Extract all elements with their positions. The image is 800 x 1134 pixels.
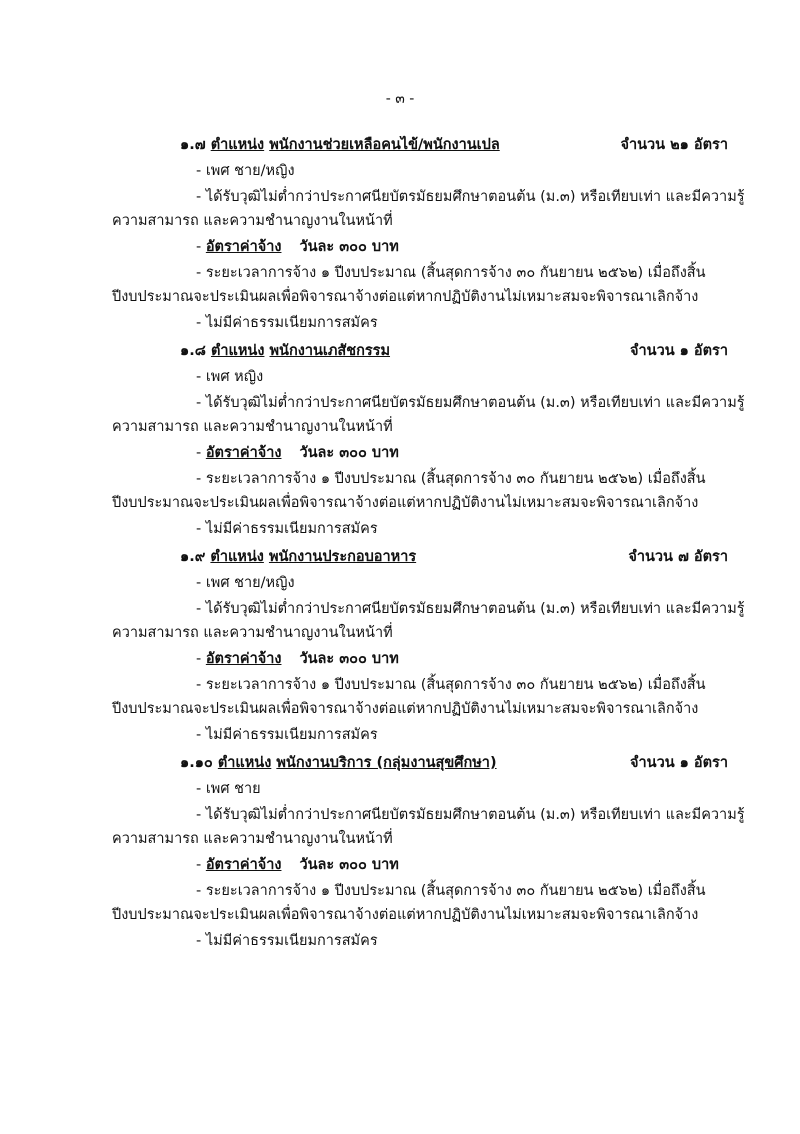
- section-heading: [180, 341, 390, 361]
- position-label: ตำแหน่ง: [217, 755, 272, 771]
- position-count: จำนวน ๗ อัตรา: [628, 549, 728, 565]
- wage-rate: [196, 237, 399, 257]
- page-number: - ๓ -: [385, 91, 415, 107]
- employment-period-line-1: - ระยะเวลาการจ้าง ๑ ปีงบประมาณ (สิ้นสุดการจ้าง ๓๐ กันยายน ๒๕๖๒) เมื่อถึงสิ้น: [196, 883, 706, 899]
- position-count: จำนวน ๑ อัตรา: [630, 343, 728, 359]
- qualification-line-1: - ได้รับวุฒิไม่ต่ำกว่าประกาศนียบัตรมัธยมศึกษาตอนต้น (ม.๓) หรือเทียบเท่า และมีความรู้: [196, 395, 745, 411]
- position-title: พนักงานช่วยเหลือคนไข้/พนักงานเปล: [269, 137, 500, 153]
- employment-period-line-2: ปีงบประมาณจะประเมินผลเพื่อพิจารณาจ้างต่อแต่หากปฏิบัติงานไม่เหมาะสมจะพิจารณาเลิกจ้าง: [112, 907, 699, 923]
- bullet-dash: -: [196, 445, 206, 461]
- wage-rate-label: อัตราค่าจ้าง: [205, 651, 282, 667]
- wage-rate-label: อัตราค่าจ้าง: [205, 857, 282, 873]
- section-number: ๑.๘: [180, 343, 206, 359]
- section-number: ๑.๗: [180, 137, 206, 153]
- employment-period-line-1: - ระยะเวลาการจ้าง ๑ ปีงบประมาณ (สิ้นสุดการจ้าง ๓๐ กันยายน ๒๕๖๒) เมื่อถึงสิ้น: [196, 265, 706, 281]
- qualification-line-1: - ได้รับวุฒิไม่ต่ำกว่าประกาศนียบัตรมัธยมศึกษาตอนต้น (ม.๓) หรือเทียบเท่า และมีความรู้: [196, 807, 745, 823]
- section-number: ๑.๑๐: [180, 755, 213, 771]
- qualification-line-1: - ได้รับวุฒิไม่ต่ำกว่าประกาศนียบัตรมัธยมศึกษาตอนต้น (ม.๓) หรือเทียบเท่า และมีความรู้: [196, 601, 745, 617]
- bullet-dash: -: [196, 857, 206, 873]
- position-label: ตำแหน่ง: [210, 137, 265, 153]
- application-fee: - ไม่มีค่าธรรมเนียมการสมัคร: [196, 933, 378, 949]
- position-count: จำนวน ๒๑ อัตรา: [620, 137, 728, 153]
- employment-period-line-1: - ระยะเวลาการจ้าง ๑ ปีงบประมาณ (สิ้นสุดการจ้าง ๓๐ กันยายน ๒๕๖๒) เมื่อถึงสิ้น: [196, 677, 706, 693]
- wage-rate: [196, 443, 399, 463]
- employment-period-line-2: ปีงบประมาณจะประเมินผลเพื่อพิจารณาจ้างต่อแต่หากปฏิบัติงานไม่เหมาะสมจะพิจารณาเลิกจ้าง: [112, 701, 699, 717]
- employment-period-line-1: - ระยะเวลาการจ้าง ๑ ปีงบประมาณ (สิ้นสุดการจ้าง ๓๐ กันยายน ๒๕๖๒) เมื่อถึงสิ้น: [196, 471, 706, 487]
- application-fee: - ไม่มีค่าธรรมเนียมการสมัคร: [196, 315, 378, 331]
- wage-rate-value: วันละ ๓๐๐ บาท: [299, 651, 399, 667]
- gender-requirement: - เพศ ชาย/หญิง: [196, 163, 295, 179]
- position-title: พนักงานประกอบอาหาร: [268, 549, 417, 565]
- qualification-line-1: - ได้รับวุฒิไม่ต่ำกว่าประกาศนียบัตรมัธยมศึกษาตอนต้น (ม.๓) หรือเทียบเท่า และมีความรู้: [196, 189, 745, 205]
- gender-requirement: - เพศ หญิง: [196, 369, 264, 385]
- wage-rate-label: อัตราค่าจ้าง: [205, 445, 282, 461]
- wage-rate-label: อัตราค่าจ้าง: [205, 239, 282, 255]
- section-heading: [180, 135, 500, 155]
- wage-rate-value: วันละ ๓๐๐ บาท: [299, 445, 399, 461]
- section-heading: [180, 547, 416, 567]
- application-fee: - ไม่มีค่าธรรมเนียมการสมัคร: [196, 727, 378, 743]
- qualification-line-2: ความสามารถ และความชำนาญงานในหน้าที่: [112, 213, 393, 229]
- section-heading: [180, 753, 497, 773]
- position-title: พนักงานบริการ (กลุ่มงานสุขศึกษา): [276, 755, 497, 771]
- position-label: ตำแหน่ง: [210, 549, 264, 565]
- section-number: ๑.๙: [180, 549, 206, 565]
- qualification-line-2: ความสามารถ และความชำนาญงานในหน้าที่: [112, 419, 393, 435]
- gender-requirement: - เพศ ชาย/หญิง: [196, 575, 295, 591]
- wage-rate-value: วันละ ๓๐๐ บาท: [299, 857, 399, 873]
- employment-period-line-2: ปีงบประมาณจะประเมินผลเพื่อพิจารณาจ้างต่อแต่หากปฏิบัติงานไม่เหมาะสมจะพิจารณาเลิกจ้าง: [112, 495, 699, 511]
- qualification-line-2: ความสามารถ และความชำนาญงานในหน้าที่: [112, 625, 393, 641]
- wage-rate: [196, 649, 399, 669]
- position-count: จำนวน ๑ อัตรา: [630, 755, 728, 771]
- gender-requirement: - เพศ ชาย: [196, 781, 261, 797]
- employment-period-line-2: ปีงบประมาณจะประเมินผลเพื่อพิจารณาจ้างต่อแต่หากปฏิบัติงานไม่เหมาะสมจะพิจารณาเลิกจ้าง: [112, 289, 699, 305]
- position-label: ตำแหน่ง: [210, 343, 265, 359]
- wage-rate: [196, 855, 399, 875]
- wage-rate-value: วันละ ๓๐๐ บาท: [299, 239, 399, 255]
- bullet-dash: -: [196, 239, 206, 255]
- application-fee: - ไม่มีค่าธรรมเนียมการสมัคร: [196, 521, 378, 537]
- bullet-dash: -: [196, 651, 206, 667]
- qualification-line-2: ความสามารถ และความชำนาญงานในหน้าที่: [112, 831, 393, 847]
- position-title: พนักงานเภสัชกรรม: [269, 343, 391, 359]
